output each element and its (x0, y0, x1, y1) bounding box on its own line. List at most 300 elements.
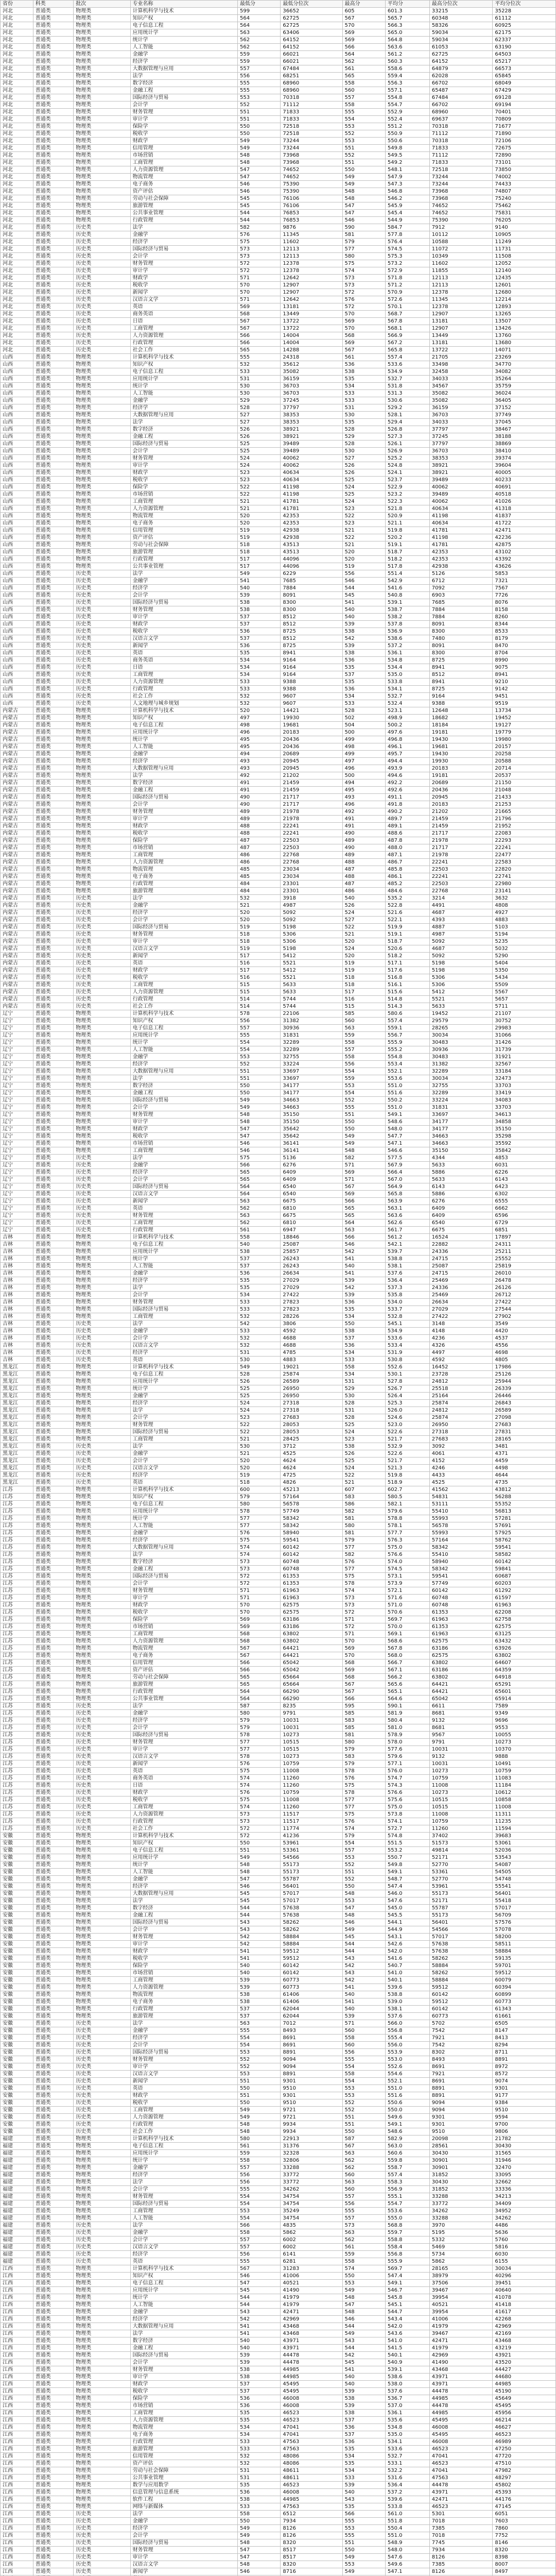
cell-province: 河北 (1, 159, 33, 166)
cell-batch: 物理类 (74, 397, 130, 404)
cell-min-score: 520 (238, 707, 281, 715)
cell-max-score: 538 (342, 628, 385, 635)
cell-max-score: 492 (342, 808, 385, 816)
cell-major-name: 国际经济与贸易 (130, 1732, 237, 1739)
cell-avg-score: 533.8 (385, 2503, 429, 2511)
cell-category: 普通类 (33, 1494, 73, 1501)
cell-avg-score: 553.4 (385, 1061, 429, 1068)
cell-batch: 历史类 (74, 1760, 130, 1768)
cell-category: 普通类 (33, 837, 73, 844)
cell-max-rank: 42353 (429, 549, 493, 556)
cell-min-score: 537 (238, 1256, 281, 1263)
cell-avg-score: 529.2 (385, 404, 429, 412)
cell-avg-score: 526.4 (385, 1393, 429, 1400)
cell-max-score: 575 (342, 1782, 385, 1789)
cell-major-name: 财政学 (130, 823, 237, 830)
cell-min-score: 549 (238, 2525, 281, 2532)
cell-max-score: 553 (342, 123, 385, 130)
cell-max-score: 544 (342, 2323, 385, 2330)
cell-min-score: 493 (238, 758, 281, 765)
cell-max-score: 539 (342, 2402, 385, 2410)
cell-avg-rank: 45802 (493, 2482, 556, 2489)
cell-min-rank: 8725 (281, 642, 342, 650)
cell-major-name: 人工智能 (130, 44, 237, 51)
cell-min-rank: 57017 (281, 1897, 342, 1905)
table-row (1, 2381, 556, 2388)
cell-province: 安徽 (1, 2114, 33, 2121)
cell-major-name: 新闻学 (130, 289, 237, 296)
cell-category: 普通类 (33, 2114, 73, 2121)
cell-avg-score: 558.6 (385, 65, 429, 73)
cell-batch: 物理类 (74, 1494, 130, 1501)
cell-avg-score: 574.7 (385, 1775, 429, 1782)
cell-category: 普通类 (33, 722, 73, 729)
cell-category: 普通类 (33, 938, 73, 945)
cell-min-score: 534 (238, 2424, 281, 2431)
cell-min-rank: 10273 (281, 1753, 342, 1760)
cell-min-score: 549 (238, 2532, 281, 2539)
cell-avg-score: 535.8 (385, 1292, 429, 1299)
cell-min-rank: 8941 (281, 650, 342, 657)
cell-major-name: 财政学 (130, 1789, 237, 1797)
cell-max-rank: 9094 (429, 2107, 493, 2114)
cell-max-score: 571 (342, 2020, 385, 2027)
table-row (1, 347, 556, 354)
cell-avg-score: 531.3 (385, 390, 429, 397)
cell-province: 山西 (1, 433, 33, 440)
cell-min-score: 526 (238, 1378, 281, 1385)
cell-batch: 历史类 (74, 2085, 130, 2092)
cell-major-name: 新闻学 (130, 642, 237, 650)
cell-max-rank: 44478 (429, 2402, 493, 2410)
cell-min-rank: 60748 (281, 1558, 342, 1566)
cell-batch: 物理类 (74, 549, 130, 556)
cell-max-rank: 25518 (429, 1385, 493, 1393)
cell-min-score: 530 (238, 1357, 281, 1364)
cell-category: 普通类 (33, 2374, 73, 2381)
cell-avg-rank: 38410 (493, 448, 556, 455)
cell-major-name: 新闻学 (130, 1760, 237, 1768)
cell-max-score: 566 (342, 1198, 385, 1205)
cell-max-score: 522 (342, 513, 385, 520)
cell-max-score: 558 (342, 2071, 385, 2078)
cell-category: 普通类 (33, 2337, 73, 2345)
table-row (1, 2388, 556, 2395)
cell-max-rank: 3214 (429, 895, 493, 902)
cell-major-name: 英语 (130, 650, 237, 657)
table-row (1, 830, 556, 837)
cell-major-name: 税收学 (130, 130, 237, 138)
cell-max-score: 561 (342, 2244, 385, 2251)
cell-max-score: 576 (342, 1818, 385, 1825)
table-row (1, 2107, 556, 2114)
table-row (1, 1414, 556, 1421)
table-row (1, 289, 556, 296)
cell-min-score: 542 (238, 1320, 281, 1328)
cell-batch: 物理类 (74, 1436, 130, 1443)
table-row (1, 779, 556, 787)
table-row (1, 765, 556, 772)
table-row (1, 801, 556, 808)
cell-batch: 物理类 (74, 830, 130, 837)
cell-avg-rank: 47250 (493, 2446, 556, 2453)
table-row (1, 1746, 556, 1753)
cell-category: 普通类 (33, 2294, 73, 2301)
cell-province: 安徽 (1, 2027, 33, 2035)
cell-min-rank: 5198 (281, 924, 342, 931)
cell-avg-rank: 47982 (493, 2467, 556, 2475)
cell-max-rank: 8891 (429, 2085, 493, 2092)
cell-max-rank: 10759 (429, 1818, 493, 1825)
cell-batch: 历史类 (74, 700, 130, 707)
cell-max-rank: 10515 (429, 1804, 493, 1811)
cell-avg-score: 524.6 (385, 1414, 429, 1421)
table-row (1, 282, 556, 289)
cell-province: 江西 (1, 2561, 33, 2568)
cell-min-rank: 5306 (281, 931, 342, 938)
table-row (1, 65, 556, 73)
cell-max-rank: 19181 (429, 772, 493, 779)
cell-avg-score: 578.1 (385, 1522, 429, 1530)
cell-max-rank: 30483 (429, 1039, 493, 1046)
cell-avg-score: 552.1 (385, 2078, 429, 2085)
cell-major-name: 审计学 (130, 2554, 237, 2561)
cell-major-name: 劳动与社会保障 (130, 541, 237, 549)
cell-min-rank: 36141 (281, 1140, 342, 1147)
cell-avg-score: 577.5 (385, 1155, 429, 1162)
cell-batch: 物理类 (74, 1638, 130, 1645)
cell-major-name: 经济学 (130, 2525, 237, 2532)
table-row (1, 556, 556, 563)
cell-min-rank: 6281 (281, 2258, 342, 2265)
cell-province: 江苏 (1, 1768, 33, 1775)
table-row (1, 1241, 556, 1248)
cell-batch: 物理类 (74, 1962, 130, 1970)
cell-max-score: 567 (342, 347, 385, 354)
cell-avg-score: 538.6 (385, 635, 429, 642)
cell-major-name: 大数据管理与应用 (130, 2323, 237, 2330)
cell-max-rank: 4433 (429, 1472, 493, 1479)
cell-batch: 物理类 (74, 123, 130, 130)
cell-category: 普通类 (33, 1162, 73, 1169)
cell-batch: 物理类 (74, 2381, 130, 2388)
cell-min-rank: 8512 (281, 614, 342, 621)
cell-avg-score: 573.8 (385, 1811, 429, 1818)
cell-avg-score: 489.1 (385, 823, 429, 830)
cell-major-name: 保险学 (130, 1616, 237, 1623)
table-row (1, 1400, 556, 1407)
cell-major-name: 法学 (130, 2330, 237, 2337)
cell-min-score: 574 (238, 1782, 281, 1789)
cell-avg-score: 550.2 (385, 1097, 429, 1104)
cell-avg-rank: 46214 (493, 2417, 556, 2424)
cell-max-rank: 71833 (429, 145, 493, 152)
table-row (1, 2438, 556, 2446)
cell-avg-rank: 43812 (493, 1486, 556, 1494)
cell-province: 山西 (1, 498, 33, 505)
cell-batch: 物理类 (74, 1833, 130, 1840)
cell-avg-rank: 6555 (493, 1198, 556, 1205)
cell-max-score: 520 (342, 953, 385, 960)
table-row (1, 404, 556, 412)
cell-province: 江苏 (1, 1486, 33, 1494)
cell-batch: 历史类 (74, 1349, 130, 1357)
cell-max-rank: 57749 (429, 1580, 493, 1587)
table-row (1, 477, 556, 484)
cell-province: 江西 (1, 2410, 33, 2417)
cell-category: 普通类 (33, 253, 73, 260)
cell-category: 普通类 (33, 1710, 73, 1717)
cell-min-score: 547 (238, 1876, 281, 1883)
cell-max-score: 541 (342, 1256, 385, 1263)
cell-min-rank: 30936 (281, 1025, 342, 1032)
cell-min-score: 517 (238, 563, 281, 570)
cell-batch: 物理类 (74, 2496, 130, 2503)
cell-min-rank: 60773 (281, 1984, 342, 1991)
cell-min-rank: 9934 (281, 2128, 342, 2136)
cell-max-rank: 55410 (429, 1551, 493, 1558)
cell-min-score: 548 (238, 1111, 281, 1118)
cell-max-rank: 11008 (429, 1782, 493, 1789)
cell-province: 江西 (1, 2460, 33, 2467)
cell-province: 江苏 (1, 1537, 33, 1544)
cell-avg-rank: 63926 (493, 1645, 556, 1652)
cell-province: 山西 (1, 686, 33, 693)
cell-category: 普通类 (33, 2085, 73, 2092)
cell-max-rank: 5886 (429, 1169, 493, 1176)
cell-avg-rank: 52036 (493, 1847, 556, 1854)
cell-max-score: 570 (342, 1638, 385, 1645)
cell-avg-score: 566.7 (385, 1659, 429, 1667)
cell-max-score: 541 (342, 1270, 385, 1277)
cell-max-score: 577 (342, 1804, 385, 1811)
cell-max-rank: 5306 (429, 974, 493, 981)
cell-major-name: 国际经济与贸易 (130, 1097, 237, 1104)
cell-batch: 历史类 (74, 592, 130, 599)
cell-batch: 物理类 (74, 101, 130, 109)
cell-min-rank: 43971 (281, 2345, 342, 2352)
cell-max-score: 554 (342, 2078, 385, 2085)
table-row (1, 1890, 556, 1897)
cell-avg-score: 558.4 (385, 2244, 429, 2251)
cell-batch: 物理类 (74, 2467, 130, 2475)
cell-min-rank: 70318 (281, 94, 342, 101)
cell-max-rank: 30034 (429, 1032, 493, 1039)
cell-category: 普通类 (33, 1003, 73, 1010)
cell-max-rank: 43971 (429, 2374, 493, 2381)
cell-max-score: 538 (342, 1443, 385, 1450)
cell-max-score: 548 (342, 2309, 385, 2316)
cell-category: 普通类 (33, 2438, 73, 2446)
cell-avg-rank: 9349 (493, 1710, 556, 1717)
cell-max-score: 553 (342, 1082, 385, 1090)
cell-major-name: 统计学 (130, 37, 237, 44)
cell-province: 辽宁 (1, 1039, 33, 1046)
cell-category: 普通类 (33, 830, 73, 837)
cell-min-rank: 8126 (281, 2525, 342, 2532)
cell-category: 普通类 (33, 693, 73, 700)
cell-min-rank: 44478 (281, 2352, 342, 2359)
cell-avg-score: 570.1 (385, 303, 429, 311)
cell-category: 普通类 (33, 1349, 73, 1357)
cell-min-score: 567 (238, 2265, 281, 2273)
cell-max-score: 538 (342, 1328, 385, 1335)
cell-province: 山西 (1, 419, 33, 426)
cell-avg-score: 486.7 (385, 859, 429, 866)
cell-major-name: 公共事业管理 (130, 1696, 237, 1703)
cell-max-score: 498 (342, 743, 385, 751)
cell-avg-rank: 42471 (493, 527, 556, 534)
cell-avg-rank: 3632 (493, 895, 556, 902)
cell-min-score: 546 (238, 1883, 281, 1890)
cell-province: 安徽 (1, 1840, 33, 1847)
cell-avg-rank: 7860 (493, 2525, 556, 2532)
cell-min-score: 547 (238, 174, 281, 181)
cell-max-rank: 28561 (429, 2143, 493, 2150)
cell-max-rank: 46008 (429, 2438, 493, 2446)
cell-min-score: 545 (238, 202, 281, 210)
cell-min-rank: 33288 (281, 2164, 342, 2172)
cell-min-rank: 48086 (281, 2460, 342, 2467)
cell-province: 江西 (1, 2330, 33, 2337)
cell-max-score: 549 (342, 1926, 385, 1934)
cell-max-score: 585 (342, 1710, 385, 1717)
cell-min-score: 551 (238, 2078, 281, 2085)
cell-category: 普通类 (33, 1551, 73, 1558)
cell-max-rank: 10031 (429, 1760, 493, 1768)
cell-min-score: 533 (238, 2446, 281, 2453)
cell-avg-score: 534.1 (385, 2438, 429, 2446)
cell-avg-score: 565.0 (385, 29, 429, 37)
cell-category: 普通类 (33, 981, 73, 989)
cell-batch: 物理类 (74, 195, 130, 202)
table-row (1, 1595, 556, 1602)
cell-major-name: 人工智能 (130, 1869, 237, 1876)
cell-max-rank: 20436 (429, 787, 493, 794)
cell-avg-score: 559.8 (385, 2157, 429, 2164)
cell-batch: 历史类 (74, 1176, 130, 1183)
cell-province: 河北 (1, 51, 33, 58)
cell-avg-score: 568.0 (385, 1652, 429, 1659)
cell-max-rank: 64152 (429, 58, 493, 65)
cell-province: 山西 (1, 462, 33, 469)
cell-max-rank: 27318 (429, 1429, 493, 1436)
cell-province: 辽宁 (1, 1090, 33, 1097)
cell-major-name: 经济学 (130, 1400, 237, 1407)
cell-avg-score: 534.0 (385, 1299, 429, 1306)
cell-max-score: 569 (342, 37, 385, 44)
cell-max-score: 538 (342, 2395, 385, 2402)
cell-province: 安徽 (1, 1991, 33, 1998)
cell-max-score: 537 (342, 671, 385, 679)
cell-province: 内蒙古 (1, 715, 33, 722)
table-row (1, 2200, 556, 2208)
cell-max-score: 559 (342, 2251, 385, 2258)
cell-max-score: 570 (342, 325, 385, 332)
cell-min-rank: 5306 (281, 938, 342, 945)
cell-min-rank: 44096 (281, 556, 342, 563)
cell-max-rank: 31852 (429, 2172, 493, 2179)
cell-category: 普通类 (33, 664, 73, 671)
cell-max-rank: 26950 (429, 1421, 493, 1429)
cell-min-rank: 34754 (281, 2200, 342, 2208)
cell-max-score: 557 (342, 2215, 385, 2222)
cell-batch: 物理类 (74, 87, 130, 94)
cell-max-score: 533 (342, 397, 385, 404)
table-row (1, 1306, 556, 1313)
cell-min-score: 535 (238, 2410, 281, 2417)
cell-category: 普通类 (33, 231, 73, 239)
cell-major-name: 会计学 (130, 1414, 237, 1421)
cell-category: 普通类 (33, 1010, 73, 1018)
cell-avg-rank: 25126 (493, 1371, 556, 1378)
cell-category: 普通类 (33, 931, 73, 938)
cell-max-score: 558 (342, 2035, 385, 2042)
cell-max-score: 524 (342, 498, 385, 505)
cell-max-score: 533 (342, 1357, 385, 1364)
cell-batch: 历史类 (74, 693, 130, 700)
cell-category: 普通类 (33, 1934, 73, 1941)
cell-avg-score: 535.2 (385, 895, 429, 902)
cell-avg-score: 564.9 (385, 1183, 429, 1191)
cell-category: 普通类 (33, 397, 73, 404)
cell-max-rank: 5702 (429, 2020, 493, 2027)
cell-major-name: 应用统计学 (130, 1508, 237, 1515)
cell-major-name: 国际经济与贸易 (130, 2539, 237, 2547)
cell-min-rank: 11774 (281, 1825, 342, 1833)
cell-category: 普通类 (33, 1104, 73, 1111)
cell-avg-rank: 65291 (493, 1681, 556, 1688)
cell-min-rank: 40062 (281, 455, 342, 462)
cell-batch: 历史类 (74, 1183, 130, 1191)
cell-min-score: 495 (238, 743, 281, 751)
table-row (1, 2374, 556, 2381)
cell-max-rank: 10349 (429, 253, 493, 260)
cell-avg-score: 526.0 (385, 1407, 429, 1414)
cell-category: 普通类 (33, 1522, 73, 1530)
cell-category: 普通类 (33, 1486, 73, 1494)
table-row (1, 1616, 556, 1623)
cell-min-score: 549 (238, 1097, 281, 1104)
cell-province: 吉林 (1, 1299, 33, 1306)
cell-min-rank: 9094 (281, 2063, 342, 2071)
cell-major-name: 经济学 (130, 1883, 237, 1890)
cell-province: 安徽 (1, 2078, 33, 2085)
cell-batch: 物理类 (74, 361, 130, 368)
cell-avg-rank: 37045 (493, 419, 556, 426)
cell-province: 山西 (1, 397, 33, 404)
cell-min-score: 554 (238, 2215, 281, 2222)
cell-min-score: 575 (238, 1797, 281, 1804)
cell-avg-score: 540.1 (385, 1977, 429, 1984)
cell-avg-score: 554.6 (385, 2071, 429, 2078)
cell-province: 江苏 (1, 1659, 33, 1667)
cell-province: 内蒙古 (1, 743, 33, 751)
cell-max-score: 553 (342, 1897, 385, 1905)
cell-max-rank: 5469 (429, 2244, 493, 2251)
cell-max-score: 581 (342, 1732, 385, 1739)
cell-avg-rank: 10273 (493, 1739, 556, 1746)
cell-avg-score: 514.8 (385, 996, 429, 1003)
cell-major-name: 人工智能 (130, 1046, 237, 1054)
cell-category: 普通类 (33, 700, 73, 707)
cell-max-rank: 57164 (429, 1537, 493, 1544)
cell-max-rank: 57638 (429, 1941, 493, 1948)
cell-category: 普通类 (33, 2554, 73, 2561)
cell-category: 普通类 (33, 361, 73, 368)
cell-avg-score: 558.7 (385, 2164, 429, 2172)
table-row (1, 1429, 556, 1436)
